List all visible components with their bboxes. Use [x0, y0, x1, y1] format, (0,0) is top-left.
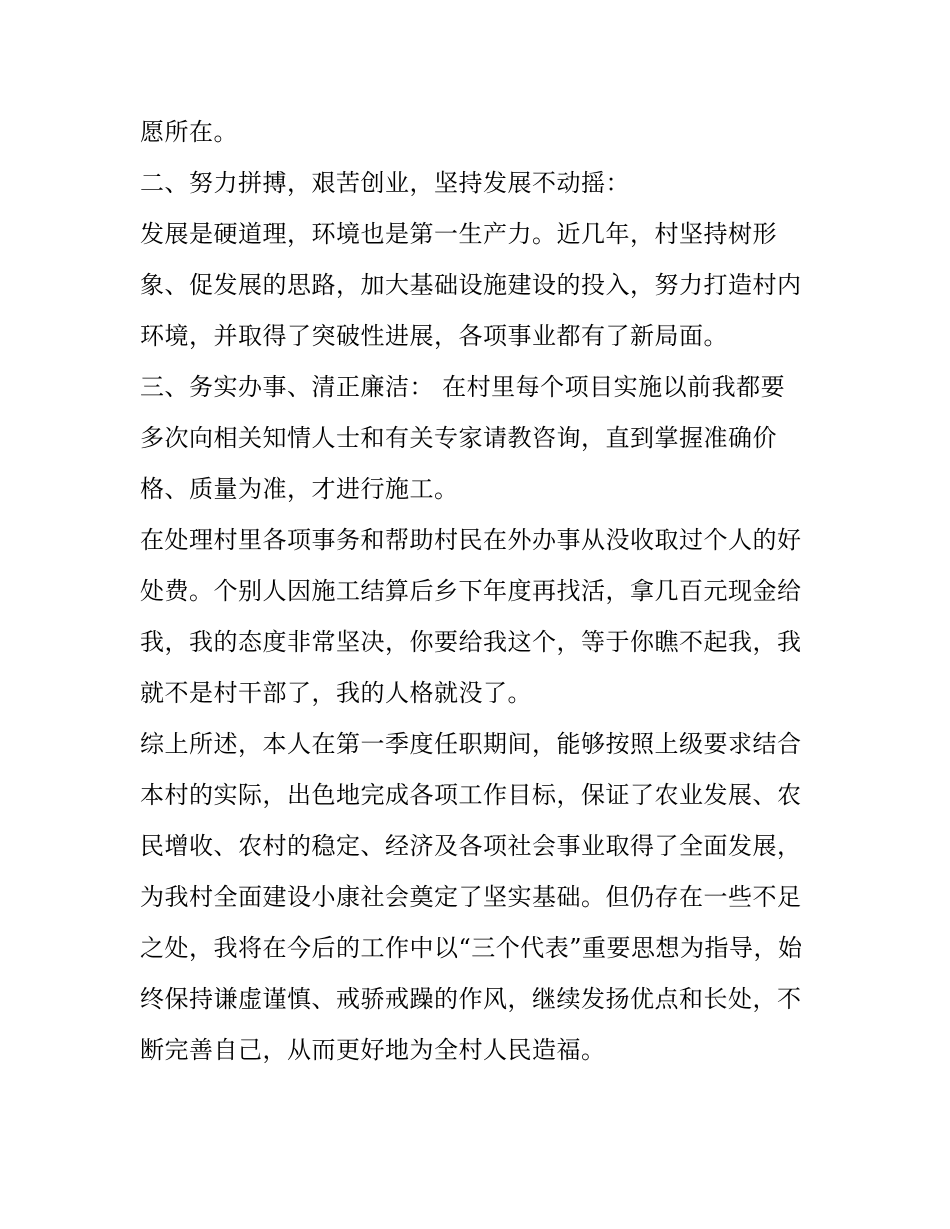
document-body — [140, 107, 815, 1076]
section-heading: 二、努力拼搏，艰苦创业，坚持发展不动摇： — [140, 169, 630, 197]
text-line: 之处，我将在今后的工作中以“三个代表”重要思想为指导，始 — [140, 934, 803, 962]
text-line: 愿所在。 — [140, 118, 238, 146]
text-line: 在处理村里各项事务和帮助村民在外办事从没收取过个人的好 — [140, 526, 802, 554]
text-line: 处费。个别人因施工结算后乡下年度再找活，拿几百元现金给 — [140, 577, 802, 605]
text-line: 综上所述，本人在第一季度任职期间，能够按照上级要求结合 — [140, 730, 802, 758]
text-line: 象、促发展的思路，加大基础设施建设的投入，努力打造村内 — [140, 271, 802, 299]
text-line: 就不是村干部了，我的人格就没了。 — [140, 679, 532, 707]
text-line: 本村的实际，出色地完成各项工作目标，保证了农业发展、农 — [140, 781, 802, 809]
text-line: 多次向相关知情人士和有关专家请教咨询，直到掌握准确价 — [140, 424, 777, 452]
text-line: 我，我的态度非常坚决，你要给我这个，等于你瞧不起我，我 — [140, 628, 802, 656]
text-line: 格、质量为准，才进行施工。 — [140, 475, 459, 503]
text-line: 断完善自己，从而更好地为全村人民造福。 — [140, 1036, 606, 1064]
text-line: 终保持谦虚谨慎、戒骄戒躁的作风，继续发扬优点和长处，不 — [140, 985, 802, 1013]
text-line: 为我村全面建设小康社会奠定了坚实基础。但仍存在一些不足 — [140, 883, 802, 911]
section-heading: 三、务实办事、清正廉洁： 在村里每个项目实施以前我都要 — [140, 373, 786, 401]
text-line: 发展是硬道理，环境也是第一生产力。近几年，村坚持树形 — [140, 220, 777, 248]
text-line: 环境，并取得了突破性进展，各项事业都有了新局面。 — [140, 322, 728, 350]
text-line: 民增收、农村的稳定、经济及各项社会事业取得了全面发展， — [140, 832, 802, 860]
